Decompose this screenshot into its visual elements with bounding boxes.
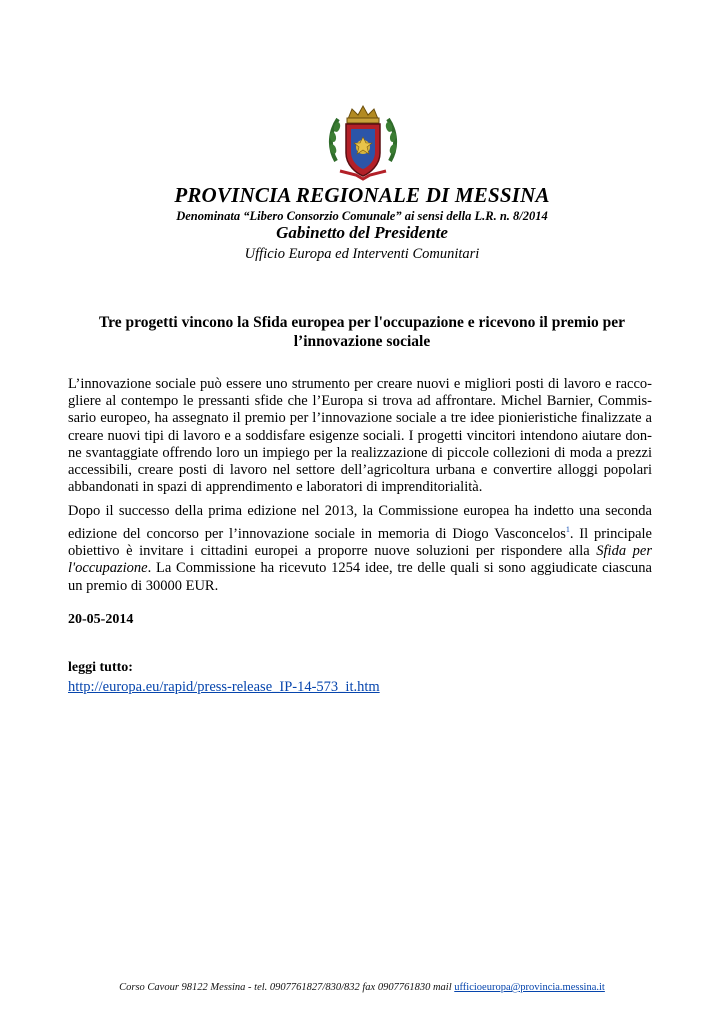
paragraph-1: L’innovazione sociale può essere uno strumento per creare nuovi e migliori posti di lavoro e racco-gliere al contempo le pressanti sfide che l’Europa si trova ad affrontare. Michel Barnier, Commis-sario europeo, ha assegnato il premio per l’innovazione sociale a tre idee pionieristiche finalizzate a creare nuovi tipi di lavoro e a soddisfare esigenze sociali. I progetti vincitori intendono aiutare don-ne svantaggiate offrendo loro un impiego per la realizzazione di piccole collezioni di moda a prezzi accessibili, creare posti di lavoro nel settore dell’agricoltura urbana e convertire alloggi popolari abbandonati in spazi di apprendimento e laboratori di imprenditorialità. bbox=[68, 376, 652, 496]
headline-line-1: Tre progetti vincono la Sfida europea per l'occupazione e ricevono il premio per bbox=[98, 314, 626, 331]
office-name: Gabinetto del Presidente bbox=[276, 223, 448, 242]
organization-subtitle: Denominata “Libero Consorzio Comunale” ai sensi della L.R. n. 8/2014 bbox=[176, 209, 548, 223]
coat-of-arms-icon bbox=[322, 103, 404, 185]
unit-name: Ufficio Europa ed Interventi Comunitari bbox=[244, 246, 480, 262]
paragraph-2-emphasis: Sfida per l'occupazione bbox=[68, 543, 652, 577]
read-more-link[interactable]: http://europa.eu/rapid/press-release_IP-14-573_it.htm bbox=[68, 679, 380, 695]
paragraph-2 bbox=[68, 503, 652, 595]
headline-line-2: l’innovazione sociale bbox=[293, 333, 431, 350]
paragraph-2-part-c: . La Commissione ha ricevuto 1254 idee, tre delle quali si sono aggiudicate ciascuna un premio di 30000 EUR. bbox=[68, 560, 652, 594]
read-more-label: leggi tutto: bbox=[68, 660, 133, 675]
publication-date: 20-05-2014 bbox=[68, 612, 134, 627]
paragraph-2-part-b: . Il principale obiettivo è invitare i cittadini europei a proporre nuove soluzioni per rispondere alla bbox=[68, 526, 652, 560]
paragraph-2-part-a: Dopo il successo della prima edizione nel 2013, la Commissione europea ha indetto una seconda edizione del concorso per l’innovazione sociale in memoria di Diogo Vasconcelos bbox=[68, 503, 652, 543]
footer-address: Corso Cavour 98122 Messina - tel. 0907761827/830/832 fax 0907761830 mail bbox=[119, 982, 455, 993]
footer-contact bbox=[0, 982, 724, 993]
footer-email-link[interactable]: ufficioeuropa@provincia.messina.it bbox=[454, 982, 605, 993]
footnote-link[interactable]: 1 bbox=[565, 525, 570, 535]
organization-title: PROVINCIA REGIONALE DI MESSINA bbox=[174, 183, 550, 207]
article-headline bbox=[68, 313, 656, 351]
